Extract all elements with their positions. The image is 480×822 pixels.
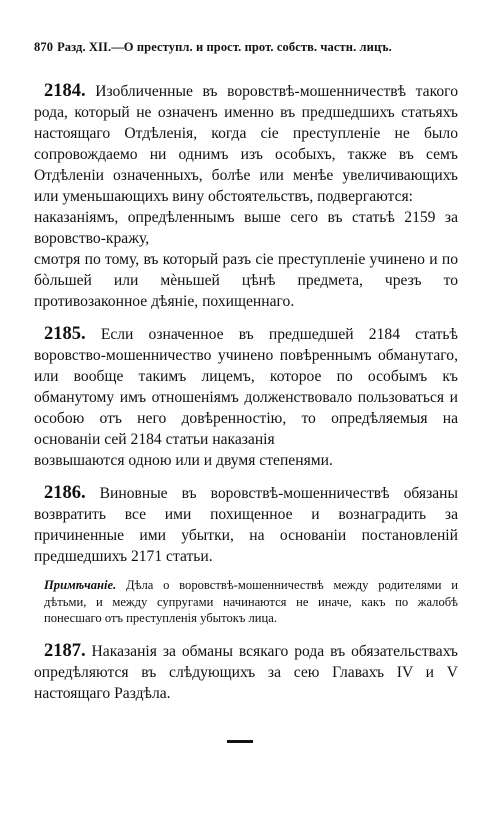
article-body bbox=[34, 483, 458, 567]
page-number: 870 bbox=[34, 40, 54, 54]
article-2184 bbox=[34, 81, 458, 312]
article-body bbox=[34, 324, 458, 450]
article-body bbox=[34, 81, 458, 207]
article-number: 2186. bbox=[44, 483, 86, 503]
article-2187 bbox=[34, 641, 458, 704]
note-text: Дѣла о воровствѣ-мошенничествѣ между родителями и дѣтьми, и между супругами начинаются не иначе, какъ по жалобѣ понесшаго отъ преступленія убытокъ лица. bbox=[44, 578, 458, 625]
article-2185 bbox=[34, 324, 458, 471]
page bbox=[34, 40, 458, 743]
note bbox=[44, 577, 458, 627]
article-text: Изобличенные въ воровствѣ-мошенничествѣ такого рода, который не означенъ именно въ предшедшихъ статьяхъ настоящаго Отдѣленія, когда сіе преступленіе не было сопровождаемо ни однимъ изъ особыхъ, также въ семъ Отдѣленіи означенныхъ, болѣе или менѣе увеличивающихъ или уменьшающихъ вину обстоятельствъ, подвергаются: bbox=[34, 83, 458, 205]
article-continuation: смотря по тому, въ который разъ сіе преступленіе учинено и по бòльшей или мèньшей цѣнѣ предмета, чрезъ то противозаконное дѣяніе, похищеннаго. bbox=[34, 251, 458, 310]
running-title: Разд. XII.—О преступл. и прост. прот. собств. частн. лицъ. bbox=[57, 40, 392, 54]
article-text: Если означенное въ предшедшей 2184 статьѣ воровство-мошенничество учинено повѣреннымъ обманутаго, или вообще такимъ лицемъ, которое по особымъ къ обманутому имъ отношеніямъ долженствовало пользоваться и особою отъ него довѣренностію, то опредѣляемыя на основаніи сей 2184 статьи наказанія bbox=[34, 326, 459, 448]
article-number: 2184. bbox=[44, 81, 86, 101]
article-sanction: наказаніямъ, опредѣленнымъ выше сего въ статьѣ 2159 за воровство-кражу, bbox=[34, 209, 458, 247]
article-text: Наказанія за обманы всякаго рода въ обязательствахъ опредѣляются въ слѣдующихъ за сею Главахъ IV и V настоящаго Раздѣла. bbox=[34, 642, 458, 702]
article-2186 bbox=[34, 483, 458, 567]
article-sanction: возвышаются одною или и двумя степенями. bbox=[34, 452, 333, 469]
article-number: 2187. bbox=[44, 640, 86, 661]
end-rule bbox=[227, 740, 253, 743]
article-number: 2185. bbox=[44, 324, 86, 344]
article-body bbox=[34, 641, 458, 704]
note-label: Примѣчаніе. bbox=[44, 578, 117, 592]
running-header bbox=[34, 40, 458, 55]
article-text: Виновные въ воровствѣ-мошенничествѣ обязаны возвратить все ими похищенное и вознаградить за причиненные ими убытки, на основаніи постановленій предшедшихъ 2171 статьи. bbox=[34, 485, 459, 565]
